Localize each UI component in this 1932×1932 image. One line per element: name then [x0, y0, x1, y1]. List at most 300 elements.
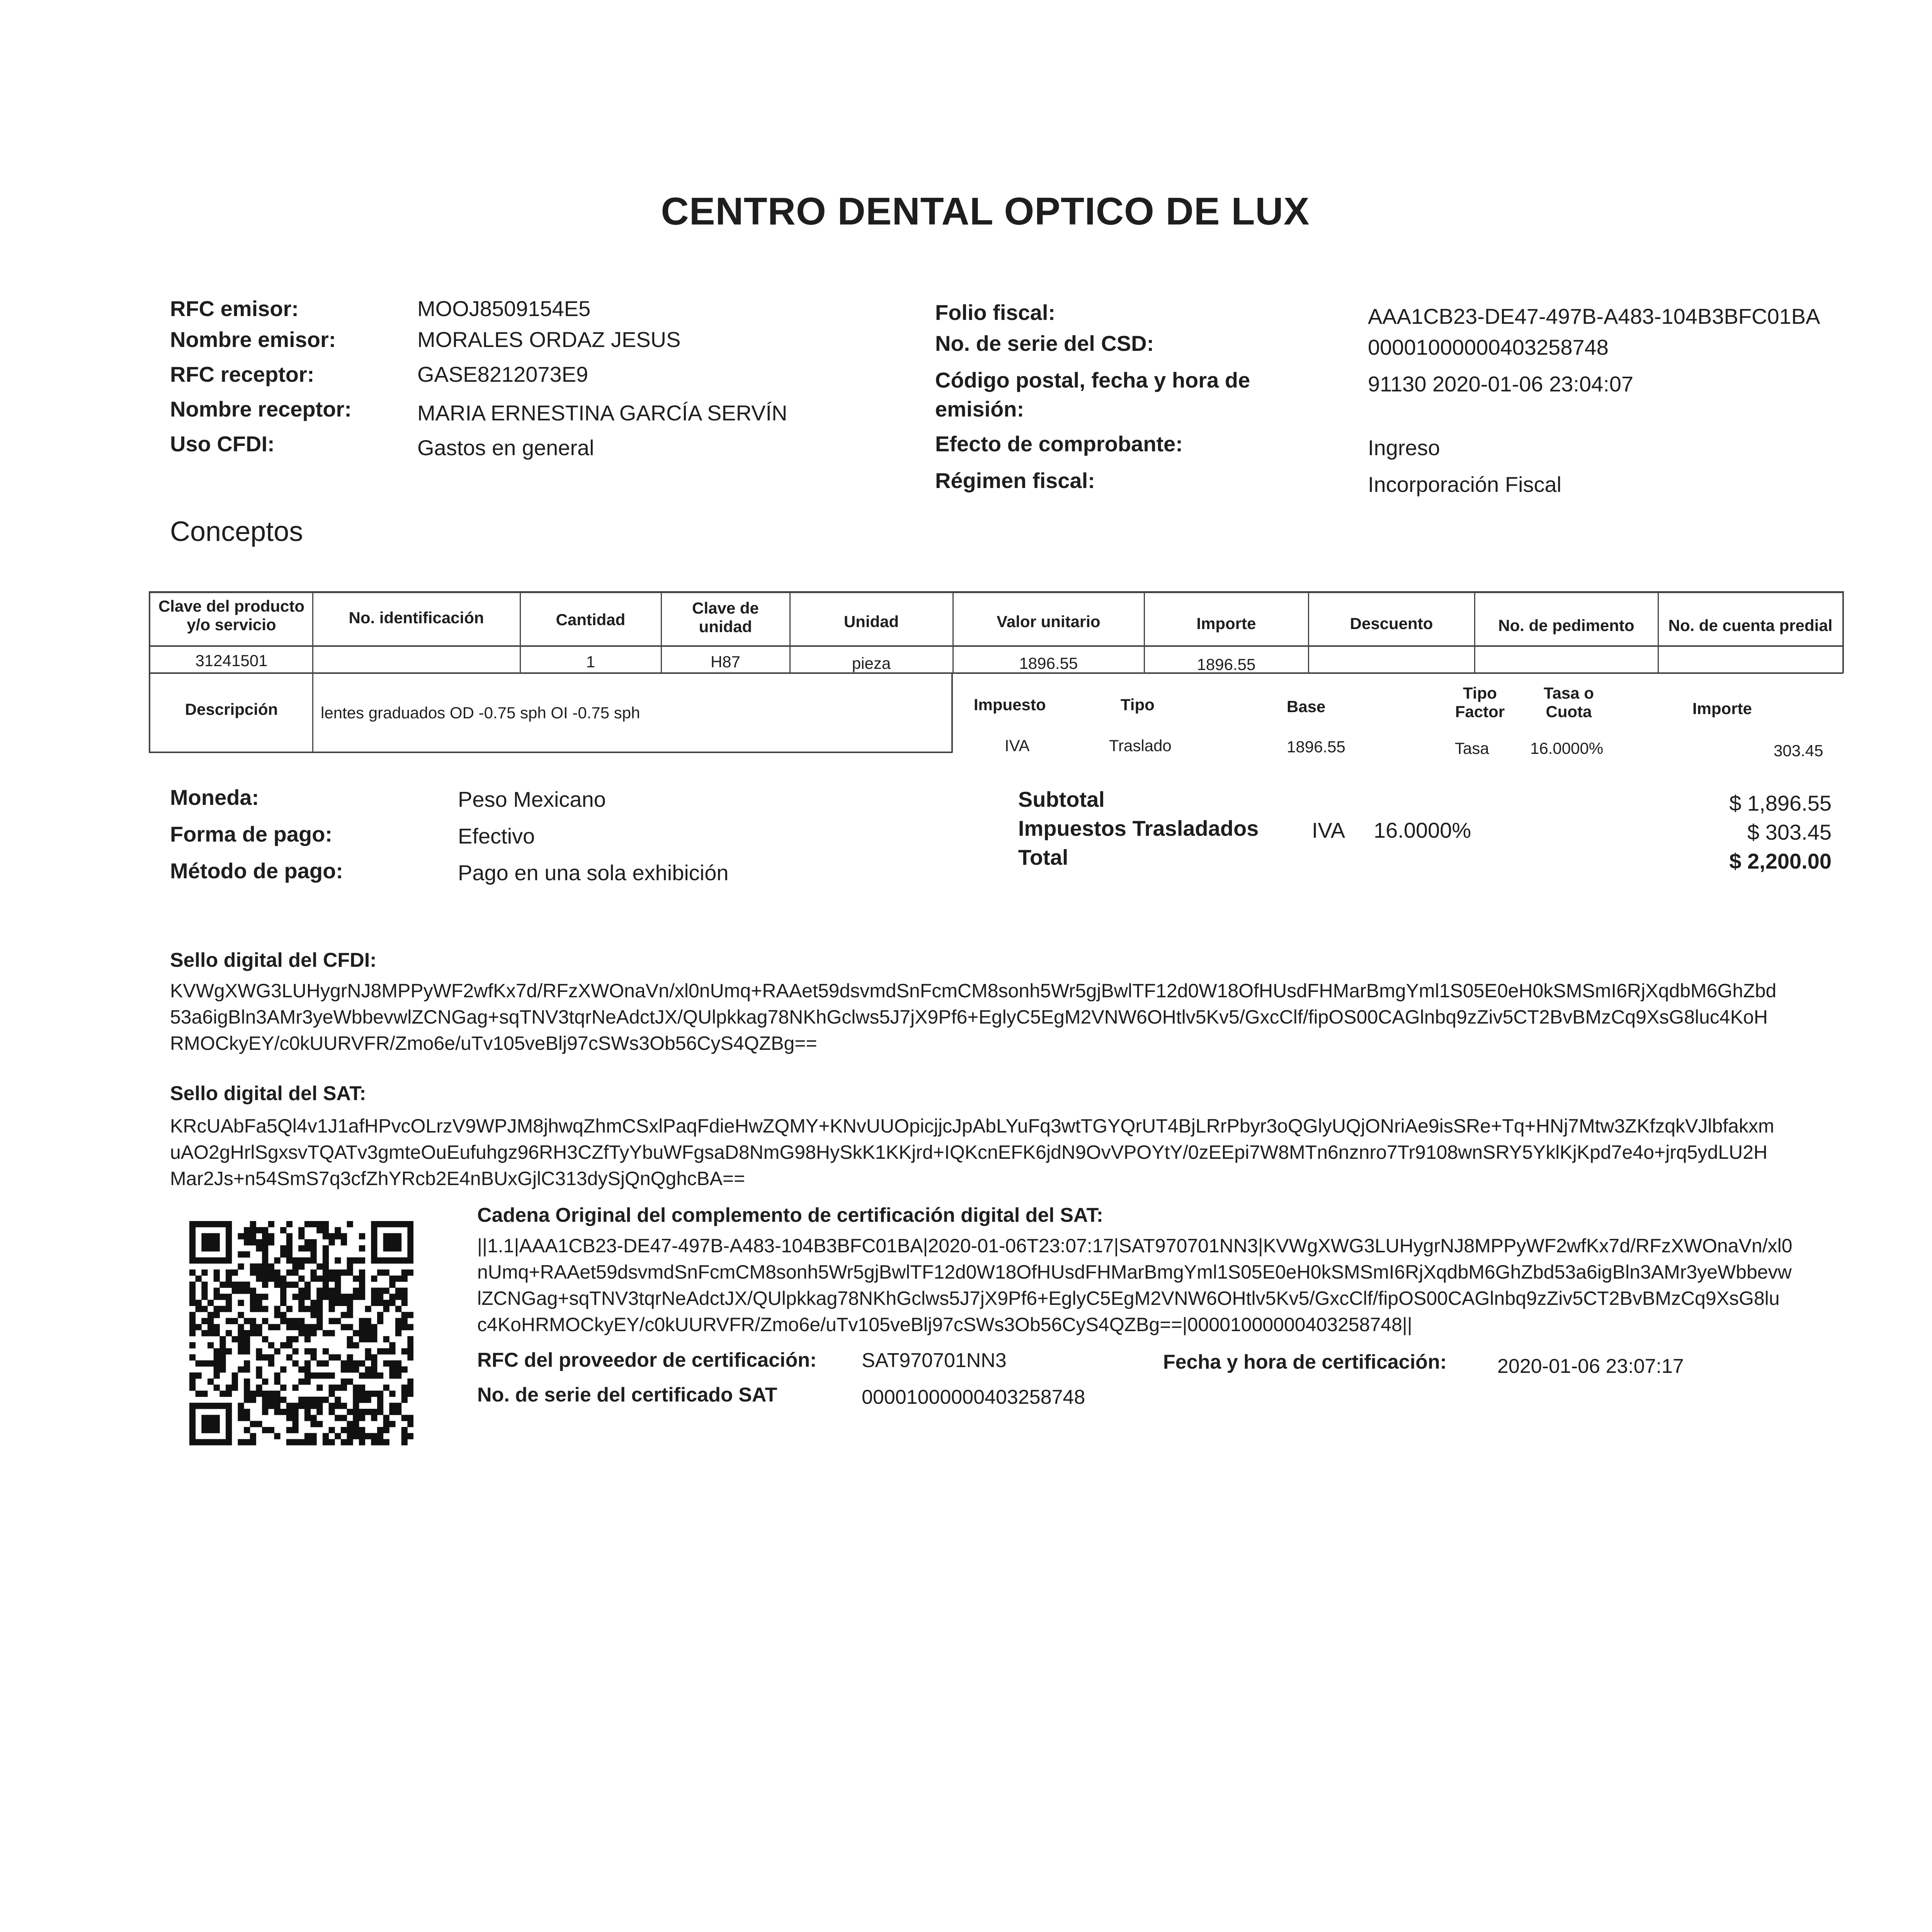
- th-no-cuenta-predial: No. de cuenta predial: [1668, 616, 1833, 634]
- qr-module: [286, 1257, 293, 1264]
- qr-module: [207, 1415, 214, 1421]
- qr-module: [353, 1415, 359, 1421]
- qr-module: [407, 1354, 413, 1361]
- qr-module: [268, 1221, 274, 1227]
- qr-module: [244, 1282, 250, 1288]
- qr-module: [304, 1366, 311, 1372]
- qr-module: [311, 1276, 317, 1282]
- qr-module: [395, 1361, 401, 1367]
- qr-module: [189, 1227, 196, 1233]
- qr-module: [359, 1245, 365, 1252]
- qr-module: [268, 1276, 274, 1282]
- qr-module: [377, 1427, 383, 1433]
- qr-module: [359, 1427, 365, 1433]
- forma-pago-label: Forma de pago:: [170, 822, 333, 846]
- qr-module: [256, 1239, 262, 1245]
- qr-module: [238, 1409, 244, 1415]
- sello-cfdi-text: [170, 978, 1855, 1056]
- regimen-label: Régimen fiscal:: [935, 468, 1095, 493]
- qr-module: [256, 1366, 262, 1372]
- qr-module: [311, 1221, 317, 1227]
- qr-module: [311, 1421, 317, 1427]
- qr-module: [316, 1306, 323, 1312]
- qr-module: [274, 1269, 280, 1276]
- qr-module: [226, 1269, 232, 1276]
- qr-module: [395, 1276, 401, 1282]
- qr-module: [280, 1227, 286, 1233]
- qr-module: [365, 1336, 371, 1342]
- qr-module: [256, 1372, 262, 1379]
- tax-th-tipo-factor-line1: Tipo: [1463, 684, 1497, 702]
- qr-module: [196, 1403, 202, 1409]
- qr-module: [335, 1384, 341, 1391]
- qr-module: [280, 1409, 286, 1415]
- qr-module: [401, 1439, 408, 1445]
- qr-module: [189, 1269, 196, 1276]
- qr-module: [353, 1397, 359, 1403]
- qr-module: [286, 1245, 293, 1252]
- qr-module: [226, 1403, 232, 1409]
- qr-module: [359, 1372, 365, 1379]
- qr-module: [189, 1433, 196, 1439]
- qr-module: [316, 1372, 323, 1379]
- qr-module: [371, 1300, 377, 1306]
- qr-module: [201, 1439, 207, 1445]
- qr-module: [359, 1361, 365, 1367]
- qr-module: [207, 1233, 214, 1239]
- qr-module: [201, 1239, 207, 1245]
- qr-module: [238, 1287, 244, 1294]
- qr-module: [347, 1264, 353, 1270]
- qr-module: [256, 1306, 262, 1312]
- qr-module: [189, 1384, 196, 1391]
- qr-module: [238, 1403, 244, 1409]
- qr-module: [286, 1318, 293, 1324]
- qr-module: [244, 1409, 250, 1415]
- qr-module: [207, 1427, 214, 1433]
- qr-module: [196, 1221, 202, 1227]
- tax-td-tipo-factor: Tasa: [1455, 739, 1489, 757]
- qr-module: [401, 1300, 408, 1306]
- rfc-emisor-value: MOOJ8509154E5: [417, 296, 591, 321]
- qr-module: [323, 1221, 329, 1227]
- qr-module: [280, 1366, 286, 1372]
- qr-module: [286, 1324, 293, 1330]
- qr-module: [214, 1421, 220, 1427]
- cadena-line: nUmq+RAAet59dsvmdSnFcmCM8sonh5Wr5gjBwlTF12d0W18OfHUsdFHMarBmgYml1S05E0eH0kSMSmI6RjXqdbM6GhZbd53a6igBln3AMr3yeWbbevw: [477, 1261, 1792, 1283]
- qr-module: [232, 1269, 238, 1276]
- qr-module: [341, 1439, 347, 1445]
- qr-module: [292, 1318, 298, 1324]
- qr-module: [341, 1300, 347, 1306]
- qr-module: [407, 1336, 413, 1342]
- qr-module: [219, 1361, 226, 1367]
- qr-module: [407, 1227, 413, 1233]
- qr-module: [323, 1372, 329, 1379]
- qr-module: [274, 1306, 280, 1312]
- qr-module: [359, 1257, 365, 1264]
- qr-module: [389, 1276, 395, 1282]
- qr-module: [256, 1276, 262, 1282]
- qr-module: [250, 1433, 256, 1439]
- qr-module: [347, 1361, 353, 1367]
- qr-module: [262, 1257, 268, 1264]
- qr-module: [311, 1439, 317, 1445]
- qr-module: [268, 1354, 274, 1361]
- qr-module: [189, 1245, 196, 1252]
- regimen-value: Incorporación Fiscal: [1368, 472, 1562, 497]
- sello-cfdi-title: Sello digital del CFDI:: [170, 949, 377, 971]
- qr-module: [371, 1324, 377, 1330]
- qr-module: [365, 1366, 371, 1372]
- qr-module: [329, 1318, 335, 1324]
- qr-module: [311, 1330, 317, 1336]
- td-importe: 1896.55: [1197, 655, 1256, 673]
- qr-module: [395, 1372, 401, 1379]
- qr-module: [207, 1300, 214, 1306]
- qr-module: [329, 1372, 335, 1379]
- qr-module: [407, 1391, 413, 1397]
- qr-module: [207, 1379, 214, 1385]
- qr-module: [347, 1300, 353, 1306]
- qr-module: [311, 1433, 317, 1439]
- qr-module: [311, 1251, 317, 1257]
- subtotal-label: Subtotal: [1018, 787, 1105, 811]
- impuestos-tipo: IVA: [1312, 818, 1345, 842]
- qr-module: [371, 1354, 377, 1361]
- qr-module: [353, 1366, 359, 1372]
- qr-module: [244, 1342, 250, 1349]
- th-clave-unidad: [662, 599, 789, 636]
- qr-module: [226, 1251, 232, 1257]
- qr-module: [395, 1318, 401, 1324]
- qr-module: [244, 1330, 250, 1336]
- qr-module: [232, 1384, 238, 1391]
- qr-module: [238, 1439, 244, 1445]
- qr-module: [219, 1342, 226, 1349]
- qr-module: [262, 1245, 268, 1252]
- qr-module: [292, 1415, 298, 1421]
- forma-pago-value: Efectivo: [458, 824, 535, 848]
- qr-module: [189, 1409, 196, 1415]
- qr-module: [189, 1300, 196, 1306]
- qr-module: [244, 1397, 250, 1403]
- qr-module: [207, 1245, 214, 1252]
- descripcion-value: lentes graduados OD -0.75 sph OI -0.75 sph: [321, 704, 640, 722]
- qr-module: [329, 1300, 335, 1306]
- qr-module: [359, 1324, 365, 1330]
- qr-module: [316, 1403, 323, 1409]
- qr-module: [292, 1403, 298, 1409]
- qr-module: [323, 1257, 329, 1264]
- qr-module: [226, 1439, 232, 1445]
- impuestos-value: $ 303.45: [1747, 820, 1832, 844]
- qr-module: [335, 1287, 341, 1294]
- qr-module: [365, 1397, 371, 1403]
- qr-module: [292, 1282, 298, 1288]
- qr-module: [298, 1245, 304, 1252]
- qr-module: [407, 1269, 413, 1276]
- cp-fecha-label-1: Código postal, fecha y hora de: [935, 368, 1250, 392]
- qr-module: [323, 1439, 329, 1445]
- qr-module: [292, 1294, 298, 1300]
- tax-th-importe: Importe: [1692, 699, 1752, 718]
- qr-module: [189, 1294, 196, 1300]
- qr-module: [256, 1391, 262, 1397]
- qr-module: [311, 1415, 317, 1421]
- qr-module: [316, 1409, 323, 1415]
- qr-module: [401, 1287, 408, 1294]
- qr-module: [371, 1409, 377, 1415]
- qr-module: [371, 1227, 377, 1233]
- qr-module: [377, 1433, 383, 1439]
- qr-module: [316, 1294, 323, 1300]
- qr-module: [207, 1239, 214, 1245]
- qr-module: [407, 1324, 413, 1330]
- qr-module: [286, 1282, 293, 1288]
- qr-module: [353, 1427, 359, 1433]
- table-border-right: [1842, 591, 1844, 673]
- qr-module: [329, 1269, 335, 1276]
- qr-module: [232, 1336, 238, 1342]
- sello-sat-line: uAO2gHrlSgxsvTQATv3gmteOuEufuhgz96RH3CZfTyYbuWFgsaD8NmG98HySkK1KKjrd+IQKcnEFK6jdN9OvVPOYtY/0zEEpi7W8MTn6nznro7Tr9108wnSRY5YklKjKpd7e4o+jrq5ydLU2H: [170, 1141, 1768, 1163]
- qr-module: [201, 1421, 207, 1427]
- qr-module: [371, 1221, 377, 1227]
- qr-module: [201, 1427, 207, 1433]
- qr-module: [323, 1227, 329, 1233]
- qr-module: [341, 1361, 347, 1367]
- qr-module: [347, 1312, 353, 1318]
- nombre-emisor-value: MORALES ORDAZ JESUS: [417, 327, 681, 352]
- qr-module: [292, 1269, 298, 1276]
- qr-module: [401, 1384, 408, 1391]
- qr-module: [226, 1276, 232, 1282]
- qr-module: [219, 1306, 226, 1312]
- company-name: CENTRO DENTAL OPTICO DE LUX: [661, 190, 1310, 233]
- qr-module: [250, 1397, 256, 1403]
- qr-module: [335, 1318, 341, 1324]
- qr-module: [304, 1409, 311, 1415]
- qr-module: [189, 1233, 196, 1239]
- qr-module: [256, 1324, 262, 1330]
- sello-cfdi-line: KVWgXWG3LUHygrNJ8MPPyWF2wfKx7d/RFzXWOnaVn/xl0nUmq+RAAet59dsvmdSnFcmCM8sonh5Wr5gjBwlTF12d0W18OfHUsdFHMarBmgYml1S05E0eH0kSMSmI6RjXqdbM6GhZbd: [170, 980, 1777, 1002]
- qr-module: [201, 1221, 207, 1227]
- qr-module: [311, 1372, 317, 1379]
- qr-module: [401, 1324, 408, 1330]
- folio-fiscal-value: AAA1CB23-DE47-497B-A483-104B3BFC01BA: [1368, 304, 1820, 328]
- qr-module: [359, 1397, 365, 1403]
- qr-module: [401, 1257, 408, 1264]
- qr-module: [250, 1294, 256, 1300]
- qr-module: [329, 1427, 335, 1433]
- qr-module: [286, 1427, 293, 1433]
- qr-module: [219, 1336, 226, 1342]
- td-cantidad: 1: [586, 653, 595, 671]
- sello-sat-line: KRcUAbFa5Ql4v1J1afHPvcOLrzV9WPJM8jhwqZhmCSxlPaqFdieHwZQMY+KNvUUOpicjjcJpAbLYuFq3wtTGYQrUT4BjLRrPbyr3oQGlyUQjONriAe9isSRe+Tq+HNj7Mtw3ZKfzqkVJlbfakxm: [170, 1115, 1774, 1137]
- qr-module: [383, 1427, 389, 1433]
- qr-module: [359, 1439, 365, 1445]
- qr-module: [359, 1409, 365, 1415]
- qr-module: [286, 1354, 293, 1361]
- uso-cfdi-value: Gastos en general: [417, 435, 594, 460]
- qr-module: [244, 1361, 250, 1367]
- qr-module: [316, 1276, 323, 1282]
- qr-module: [201, 1257, 207, 1264]
- th-clave-producto: [151, 597, 312, 634]
- qr-module: [395, 1245, 401, 1252]
- qr-module: [226, 1282, 232, 1288]
- qr-module: [268, 1397, 274, 1403]
- qr-module: [335, 1397, 341, 1403]
- qr-module: [207, 1318, 214, 1324]
- qr-module: [226, 1348, 232, 1354]
- th-no-pedimento: No. de pedimento: [1498, 616, 1634, 634]
- qr-module: [316, 1397, 323, 1403]
- qr-module: [347, 1336, 353, 1342]
- qr-module: [347, 1433, 353, 1439]
- qr-module: [238, 1348, 244, 1354]
- qr-module: [244, 1415, 250, 1421]
- qr-module: [226, 1427, 232, 1433]
- qr-module: [407, 1433, 413, 1439]
- qr-module: [401, 1391, 408, 1397]
- total-label: Total: [1018, 845, 1068, 869]
- qr-module: [274, 1379, 280, 1385]
- qr-module: [353, 1287, 359, 1294]
- qr-module: [286, 1306, 293, 1312]
- th-clave-unidad-line1: Clave de: [692, 599, 759, 617]
- qr-module: [274, 1348, 280, 1354]
- qr-module: [274, 1324, 280, 1330]
- qr-module: [389, 1372, 395, 1379]
- qr-module: [407, 1415, 413, 1421]
- qr-module: [214, 1245, 220, 1252]
- qr-module: [311, 1239, 317, 1245]
- qr-module: [353, 1421, 359, 1427]
- qr-module: [323, 1269, 329, 1276]
- tax-td-tipo: Traslado: [1109, 736, 1172, 755]
- qr-module: [219, 1366, 226, 1372]
- qr-module: [250, 1324, 256, 1330]
- qr-module: [401, 1397, 408, 1403]
- qr-module: [262, 1239, 268, 1245]
- qr-module: [226, 1318, 232, 1324]
- qr-module: [238, 1233, 244, 1239]
- qr-module: [189, 1421, 196, 1427]
- qr-module: [347, 1421, 353, 1427]
- metodo-pago-label: Método de pago:: [170, 859, 343, 883]
- qr-module: [353, 1276, 359, 1282]
- qr-module: [311, 1306, 317, 1312]
- cadena-text: [477, 1233, 1853, 1338]
- qr-module: [329, 1354, 335, 1361]
- qr-module: [383, 1348, 389, 1354]
- qr-module: [304, 1372, 311, 1379]
- qr-module: [226, 1330, 232, 1336]
- qr-module: [341, 1384, 347, 1391]
- qr-module: [401, 1221, 408, 1227]
- qr-module: [286, 1221, 293, 1227]
- qr-module: [401, 1318, 408, 1324]
- qr-module: [256, 1348, 262, 1354]
- qr-module: [262, 1251, 268, 1257]
- qr-module: [335, 1276, 341, 1282]
- rfc-proveedor-label: RFC del proveedor de certificación:: [477, 1349, 817, 1371]
- qr-module: [395, 1257, 401, 1264]
- qr-module: [353, 1294, 359, 1300]
- qr-module: [353, 1330, 359, 1336]
- qr-module: [395, 1294, 401, 1300]
- qr-module: [268, 1269, 274, 1276]
- qr-module: [304, 1221, 311, 1227]
- qr-module: [359, 1384, 365, 1391]
- qr-module: [311, 1245, 317, 1252]
- qr-module: [335, 1257, 341, 1264]
- qr-module: [377, 1403, 383, 1409]
- qr-module: [335, 1415, 341, 1421]
- qr-module: [304, 1282, 311, 1288]
- qr-module: [274, 1433, 280, 1439]
- qr-module: [262, 1264, 268, 1270]
- qr-module: [401, 1276, 408, 1282]
- rfc-receptor-value: GASE8212073E9: [417, 362, 588, 386]
- qr-module: [189, 1342, 196, 1349]
- qr-module: [401, 1348, 408, 1354]
- tax-td-base: 1896.55: [1287, 738, 1345, 756]
- qr-module: [238, 1336, 244, 1342]
- qr-module: [292, 1384, 298, 1391]
- qr-module: [214, 1439, 220, 1445]
- qr-module: [189, 1287, 196, 1294]
- qr-module: [298, 1324, 304, 1330]
- qr-module: [298, 1330, 304, 1336]
- qr-module: [226, 1306, 232, 1312]
- qr-module: [262, 1282, 268, 1288]
- qr-module: [335, 1294, 341, 1300]
- qr-module: [214, 1324, 220, 1330]
- qr-module: [214, 1239, 220, 1245]
- qr-module: [316, 1318, 323, 1324]
- serie-csd-value: 00001000000403258748: [1368, 335, 1609, 359]
- qr-module: [365, 1409, 371, 1415]
- rfc-emisor-label: RFC emisor:: [170, 296, 299, 321]
- qr-module: [401, 1366, 408, 1372]
- qr-module: [262, 1294, 268, 1300]
- qr-module: [201, 1294, 207, 1300]
- qr-module: [226, 1245, 232, 1252]
- qr-module: [244, 1384, 250, 1391]
- qr-module: [316, 1287, 323, 1294]
- qr-module: [341, 1233, 347, 1239]
- qr-module: [407, 1221, 413, 1227]
- qr-module: [407, 1421, 413, 1427]
- qr-module: [316, 1264, 323, 1270]
- qr-module: [262, 1306, 268, 1312]
- qr-module: [219, 1439, 226, 1445]
- qr-module: [383, 1336, 389, 1342]
- qr-module: [323, 1433, 329, 1439]
- qr-module: [214, 1415, 220, 1421]
- qr-module: [201, 1287, 207, 1294]
- qr-module: [280, 1276, 286, 1282]
- qr-module: [238, 1251, 244, 1257]
- qr-module: [268, 1233, 274, 1239]
- qr-module: [371, 1239, 377, 1245]
- qr-module: [214, 1306, 220, 1312]
- table-border-top: [149, 591, 1843, 593]
- qr-module: [377, 1391, 383, 1397]
- qr-module: [383, 1287, 389, 1294]
